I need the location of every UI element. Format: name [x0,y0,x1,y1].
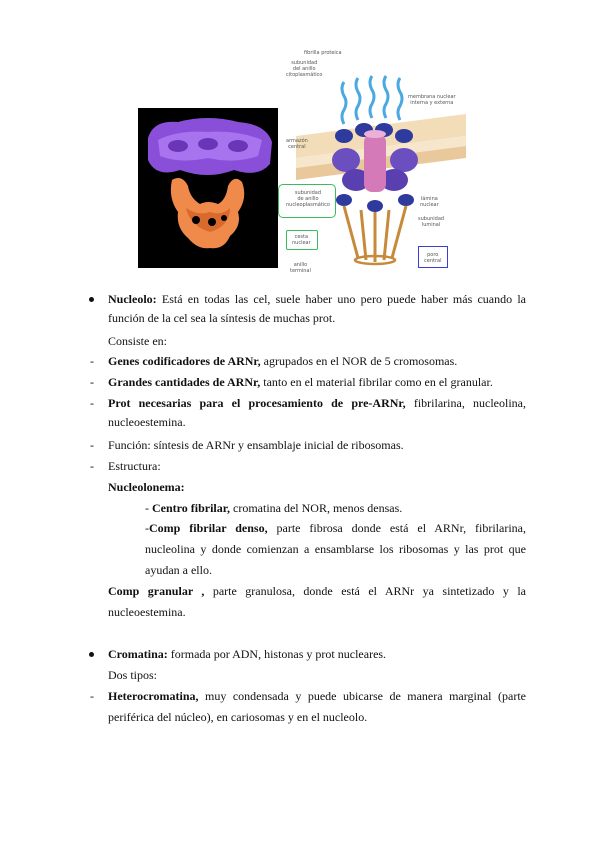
bullet-cromatina [89,652,94,657]
nucleolonema-heading [108,479,185,495]
comp-granular-line2: nucleoestemina. [108,605,186,619]
dash-6: - [90,689,94,703]
highlight-central-pore [418,246,448,268]
comp-fibrilar-text1: parte fibrosa donde está el ARNr, fibrilarina, [267,521,526,535]
cryo-em-image [138,108,278,268]
item-prot-text: fibrilarina, nucleolina, [405,396,526,410]
item-estructura: Estructura: [108,459,161,473]
hetero-line2: periférica del núcleo), en cariosomas y en el nucleolo. [108,710,368,724]
nucleolo-intro-line1 [108,291,526,307]
nucleolo-title: Nucleolo: [108,292,157,306]
item-grandes [108,374,493,390]
dash-4: - [90,438,94,452]
label-armazon-central: armazón central [286,138,308,150]
label-poro-central: poro central [424,252,442,264]
highlight-nuclear-basket [286,230,318,250]
label-membrana-nuclear: membrana nuclear interna y externa [408,94,456,106]
label-lamina-nuclear: lámina nuclear [420,196,439,208]
highlight-nucleoplasmic-ring [278,184,336,218]
consiste-en: Consiste en: [108,334,167,348]
item-prot [108,395,526,411]
centro-fibrilar: - Centro fibrilar, cromatina del NOR, menos densas. [145,501,403,515]
centro-fibrilar-bold: Centro fibrilar, [152,501,230,515]
label-subunidad-citoplasmatica: subunidad del anillo citoplasmático [286,60,323,78]
item-genes-bold: Genes codificadores de ARNr, [108,354,261,368]
hetero-text1: muy condensada y puede ubicarse de manera marginal (parte [198,689,526,703]
nuclear-pore-figure [136,46,466,274]
nucleolonema-bold: Nucleolonema: [108,480,185,494]
centro-fibrilar-text: cromatina del NOR, menos densas. [230,501,403,515]
comp-fibrilar-line2: nucleolina y donde comienzan a ensamblarse los ribosomas y las prot que [145,542,526,556]
comp-fibrilar-bold: Comp fibrilar denso, [149,521,268,535]
item-funcion: Función: síntesis de ARNr y ensamblaje inicial de ribosomas. [108,438,404,452]
cromatina-text: formada por ADN, histonas y prot nucleares. [167,647,387,661]
item-grandes-bold: Grandes cantidades de ARNr, [108,375,261,389]
comp-granular-text1: parte granulosa, donde está el ARNr ya sintetizado y la [204,584,526,598]
comp-granular-bold: Comp granular , [108,584,205,598]
hetero-line1 [108,688,526,704]
label-subunidad-luminal: subunidad luminal [418,216,445,228]
label-fibrilla-proteica: fibrilla proteica [304,50,342,56]
item-grandes-text: tanto en el material fibrilar como en el granular. [260,375,493,389]
nucleolo-intro-text: Está en todas las cel, suele haber uno pero puede haber más cuando la [161,292,527,306]
comp-granular-line1 [108,583,526,599]
hetero-bold: Heterocromatina, [108,689,199,703]
bullet-nucleolo [89,297,94,302]
comp-fibrilar-line3: ayudan a ello. [145,563,212,577]
nucleolo-intro-line2: función de la cel sea la síntesis de muchas prot. [108,311,336,325]
dash-5: - [90,459,94,473]
item-prot-bold: Prot necesarias para el procesamiento de pre-ARNr, [108,396,406,410]
item-prot-line2: nucleoestemina. [108,415,186,429]
item-genes-text: agrupados en el NOR de 5 cromosomas. [260,354,458,368]
comp-fibrilar-line1: -Comp fibrilar denso, parte fibrosa donde está el ARNr, fibrilarina, [145,521,526,535]
label-cesta-nuclear: cesta nuclear [292,234,311,246]
label-subunidad-nucleoplasmatica: subunidad de anillo nucleoplasmático [286,190,330,208]
dash-2: - [90,375,94,389]
cromatina-line [108,646,386,662]
label-anillo-terminal: anillo terminal [290,262,311,274]
dash-1: - [90,354,94,368]
item-genes [108,353,457,369]
cryo-em-render [138,108,278,268]
dos-tipos: Dos tipos: [108,668,158,682]
dash-3: - [90,396,94,410]
cromatina-title: Cromatina: [108,647,168,661]
